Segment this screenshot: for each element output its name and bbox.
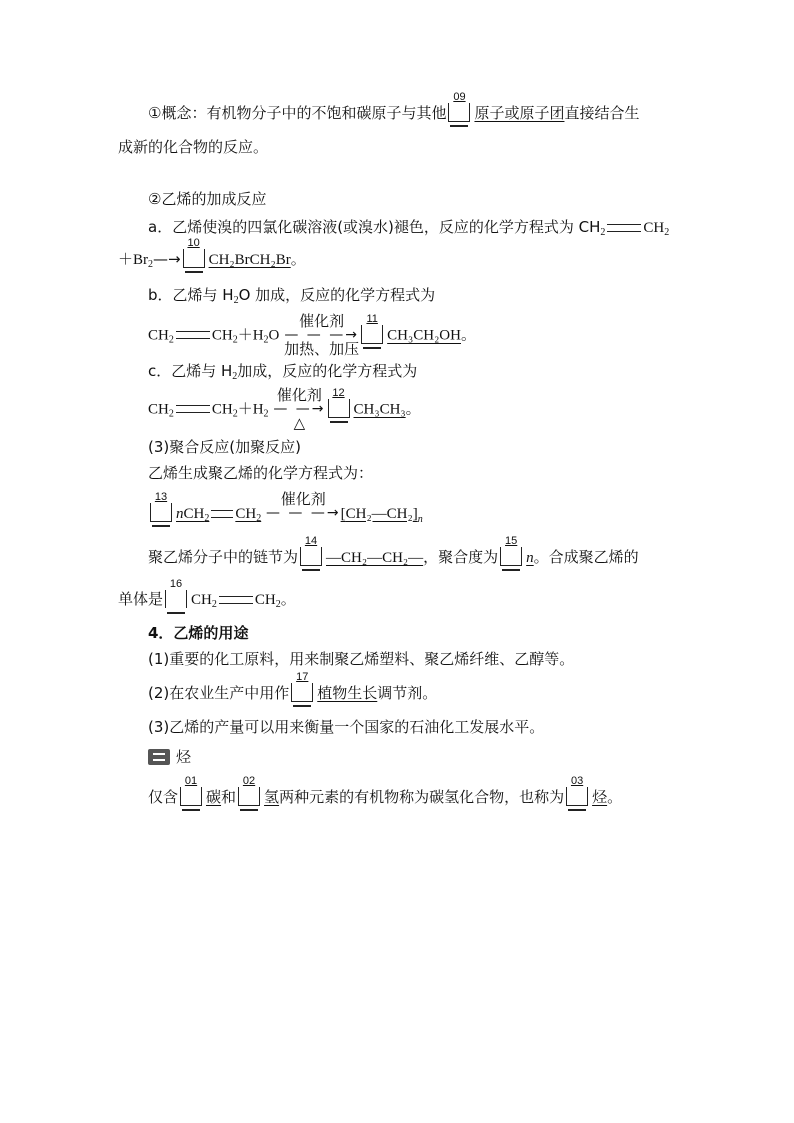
reaction-condition: 催化剂 — — —→ xyxy=(265,490,341,521)
use-2: (2)在农业生产中用作 17 植物生长调节剂。 xyxy=(148,671,438,702)
answer-box: 14 xyxy=(300,547,322,566)
use-3: (3)乙烯的产量可以用来衡量一个国家的石油化工发展水平。 xyxy=(148,718,545,736)
polymer-intro: 乙烯生成聚乙烯的化学方程式为： xyxy=(148,464,374,482)
answer-box: 09 xyxy=(448,103,470,122)
answer-box: 02 xyxy=(238,787,260,806)
answer-box: 16 xyxy=(165,590,187,608)
answer-box: 17 xyxy=(291,683,313,702)
item-a-line-1: a．乙烯使溴的四氯化碳溶液(或溴水)褪色，反应的化学方程式为 $CH_2$ $CH_2$ xyxy=(148,218,670,238)
chain-line-1: 聚乙烯分子中的链节为 14 —CH₂—CH₂—，聚合度为 15 n。合成聚乙烯的 xyxy=(148,535,639,566)
reaction-condition: 催化剂 — — —→ 加热、加压 xyxy=(284,312,360,358)
concept-line-2: 成新的化合物的反应。 xyxy=(118,138,269,156)
heading-addition: ②乙烯的加成反应 xyxy=(148,190,267,208)
answer-box: 11 xyxy=(361,325,383,344)
heading-polymerization: (3)聚合反应(加聚反应) xyxy=(148,438,301,456)
polymer-equation: 13 nCH$_2$ $CH_2$ 催化剂 — — —→ $[CH_2—CH_2]_n$ xyxy=(148,490,423,536)
answer-box: 10 xyxy=(183,249,205,268)
item-c-line-1: c．乙烯与 $H_2$加成，反应的化学方程式为 xyxy=(148,362,418,382)
section-4-title: 4．乙烯的用途 xyxy=(148,624,249,642)
answer-box: 03 xyxy=(566,787,588,806)
answer-box: 13 xyxy=(150,503,172,522)
reaction-condition: 催化剂 — —→ △ xyxy=(273,386,326,432)
chain-line-2: 单体是 16 $CH_2$ $CH_2$。 xyxy=(118,578,296,610)
item-b-line-1: b．乙烯与 $H_2O$ 加成，反应的化学方程式为 xyxy=(148,286,436,306)
hydrocarbon-def: 仅含 01 碳和 02 氢两种元素的有机物称为碳氢化合物，也称为 03 烃。 xyxy=(148,775,623,806)
item-b-equation: $CH_2$ $CH_2+H_2O$ 催化剂 — — —→ 加热、加压 11 CH₃CH₂OH。 xyxy=(148,312,476,358)
concept-line-1: ①概念：有机物分子中的不饱和碳原子与其他 09 原子或原子团直接结合生 xyxy=(148,91,640,122)
use-1: (1)重要的化工原料，用来制聚乙烯塑料、聚乙烯纤维、乙醇等。 xyxy=(148,650,575,668)
answer-box: 12 xyxy=(328,399,350,418)
answer-box: 01 xyxy=(180,787,202,806)
double-bond xyxy=(607,224,641,232)
answer-box: 15 xyxy=(500,547,522,566)
item-c-equation: $CH_2$ $CH_2+H_2$ 催化剂 — —→ △ 12 CH₃CH₃。 xyxy=(148,386,421,432)
section-hydrocarbon: 烃 xyxy=(148,746,191,768)
section-two-icon xyxy=(148,749,170,765)
polymer-product: $[CH_2—CH_2]_n$ xyxy=(340,505,423,525)
item-a-line-2: $+Br_2—\to$ 10 CH₂BrCH₂Br。 xyxy=(118,237,306,270)
